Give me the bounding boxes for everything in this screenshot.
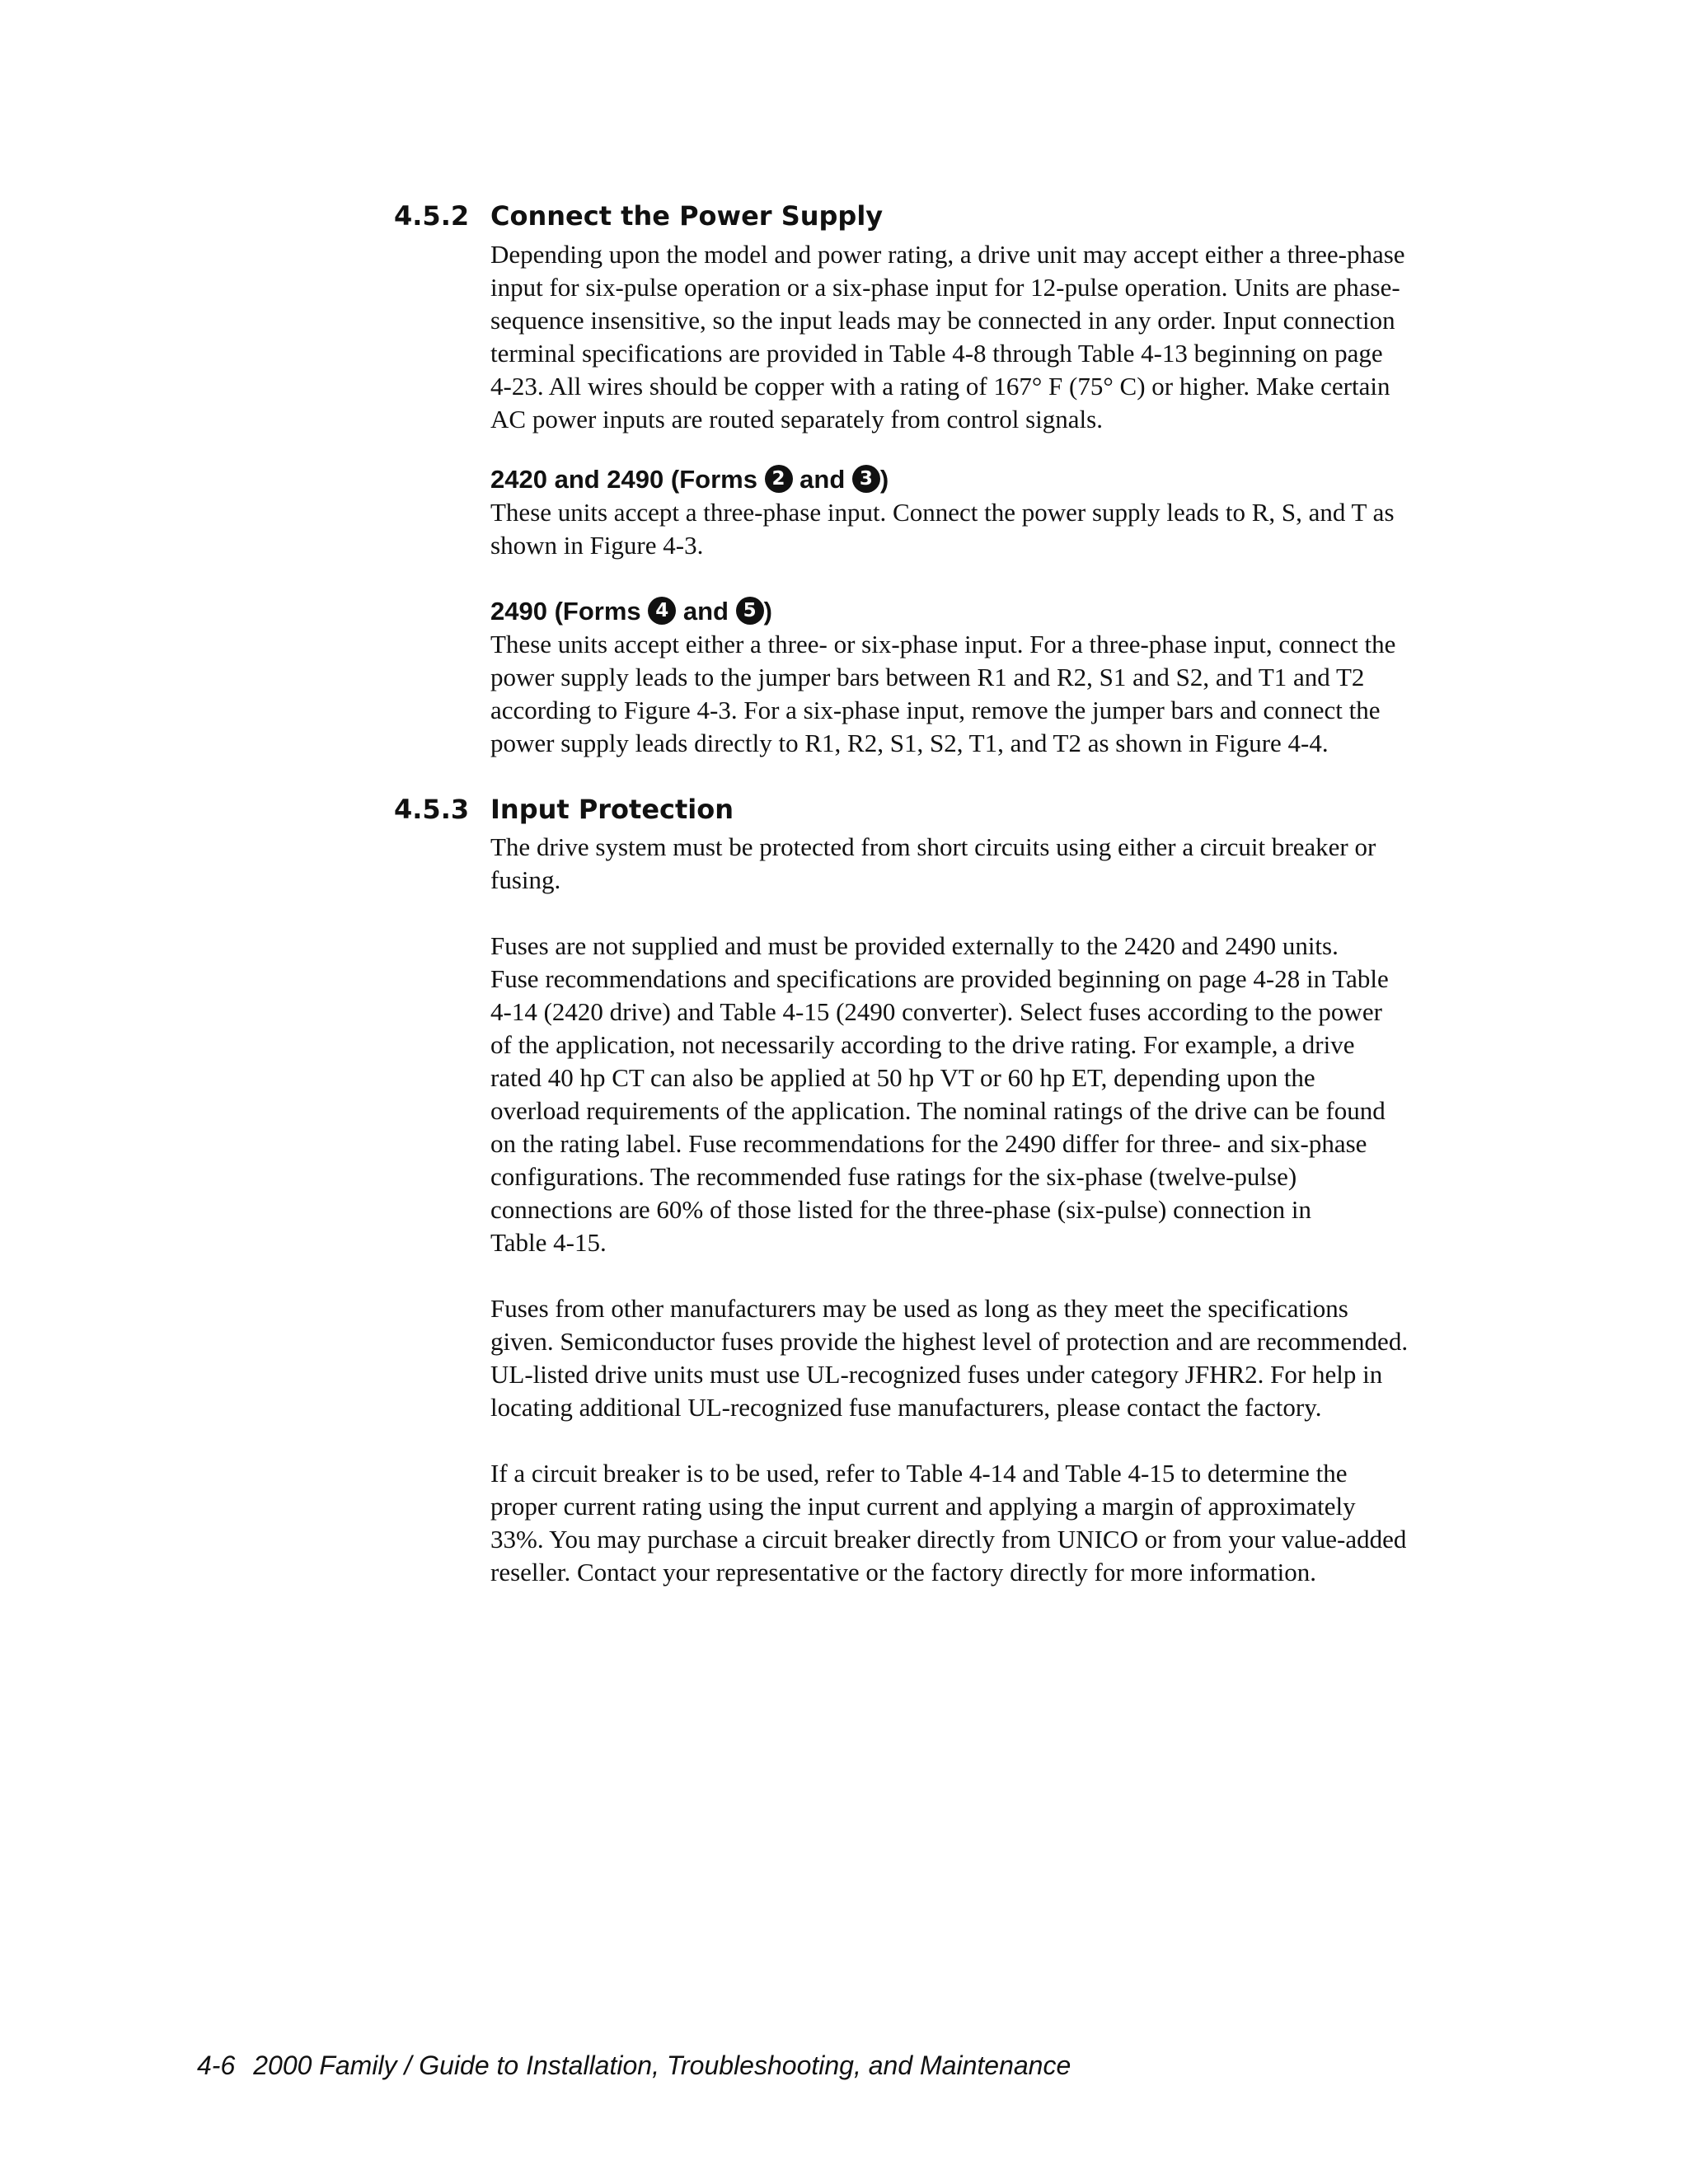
subheading-2490-forms-4-5	[490, 595, 772, 628]
text-line: These units accept either a three- or six-phase input. For a three-phase input, connect the	[490, 630, 1396, 658]
connect-power-intro-paragraph	[490, 238, 1455, 436]
text-line: power supply leads to the jumper bars between R1 and R2, S1 and S2, and T1 and T2	[490, 663, 1365, 691]
text-line: The drive system must be protected from short circuits using either a circuit breaker or	[490, 832, 1376, 861]
text-line: proper current rating using the input current and applying a margin of approximately	[490, 1492, 1356, 1521]
text-line: fusing.	[490, 865, 561, 894]
subheading-text: and	[792, 465, 852, 494]
text-line: UL-listed drive units must use UL-recognized fuses under category JFHR2. For help in	[490, 1360, 1383, 1389]
text-line: on the rating label. Fuse recommendations for the 2490 differ for three- and six-phase	[490, 1129, 1367, 1158]
input-protection-paragraph-2	[490, 930, 1455, 1259]
text-line: input for six-pulse operation or a six-phase input for 12-pulse operation. Units are phase-	[490, 273, 1400, 302]
text-line: given. Semiconductor fuses provide the highest level of protection and are recommended.	[490, 1327, 1409, 1356]
form-5-circled-number-icon: 5	[736, 597, 764, 625]
text-line: Fuse recommendations and specifications are provided beginning on page 4-28 in Table	[490, 964, 1389, 993]
text-line: connections are 60% of those listed for the three-phase (six-pulse) connection in	[490, 1195, 1311, 1224]
section-title: Input Protection	[490, 794, 734, 825]
text-line: AC power inputs are routed separately from control signals.	[490, 405, 1103, 434]
subheading-2420-2490-forms-2-3	[490, 463, 889, 496]
forms-2-3-paragraph	[490, 496, 1455, 562]
text-line: power supply leads directly to R1, R2, S1, S2, T1, and T2 as shown in Figure 4-4.	[490, 729, 1329, 757]
text-line: Depending upon the model and power rating, a drive unit may accept either a three-phase	[490, 240, 1405, 269]
text-line: Fuses from other manufacturers may be used as long as they meet the specifications	[490, 1294, 1348, 1323]
text-line: shown in Figure 4-3.	[490, 531, 704, 560]
text-line: terminal specifications are provided in Table 4-8 through Table 4-13 beginning on page	[490, 339, 1383, 368]
section-heading-4-5-3	[394, 793, 734, 826]
input-protection-paragraph-1	[490, 831, 1455, 897]
text-line: 33%. You may purchase a circuit breaker directly from UNICO or from your value-added	[490, 1525, 1407, 1554]
text-line: Table 4-15.	[490, 1228, 607, 1257]
subheading-text: 2420 and 2490 (Forms	[490, 465, 765, 494]
form-4-circled-number-icon: 4	[648, 597, 676, 625]
input-protection-paragraph-3	[490, 1292, 1455, 1424]
subheading-text: )	[763, 597, 772, 626]
subheading-text: and	[676, 597, 736, 626]
form-3-circled-number-icon: 3	[852, 465, 880, 493]
form-2-circled-number-icon: 2	[765, 465, 793, 493]
forms-4-5-paragraph	[490, 628, 1455, 760]
text-line: rated 40 hp CT can also be applied at 50 hp VT or 60 hp ET, depending upon the	[490, 1063, 1315, 1092]
input-protection-paragraph-4	[490, 1457, 1455, 1589]
footer-title: 2000 Family / Guide to Installation, Troubleshooting, and Maintenance	[253, 2050, 1071, 2080]
text-line: locating additional UL-recognized fuse manufacturers, please contact the factory.	[490, 1393, 1322, 1422]
text-line: configurations. The recommended fuse ratings for the six-phase (twelve-pulse)	[490, 1162, 1297, 1191]
subheading-text: )	[879, 465, 889, 494]
section-number: 4.5.3	[394, 794, 470, 825]
text-line: Fuses are not supplied and must be provided externally to the 2420 and 2490 units.	[490, 931, 1339, 960]
text-line: according to Figure 4-3. For a six-phase input, remove the jumper bars and connect the	[490, 696, 1381, 724]
text-line: If a circuit breaker is to be used, refer to Table 4-14 and Table 4-15 to determine the	[490, 1459, 1348, 1488]
text-line: reseller. Contact your representative or the factory directly for more information.	[490, 1558, 1316, 1586]
section-number: 4.5.2	[394, 200, 470, 232]
section-heading-4-5-2	[394, 199, 883, 232]
page-footer	[197, 2049, 1071, 2082]
text-line: sequence insensitive, so the input leads may be connected in any order. Input connection	[490, 306, 1395, 335]
text-line: These units accept a three-phase input. Connect the power supply leads to R, S, and T as	[490, 498, 1395, 527]
section-title: Connect the Power Supply	[490, 200, 884, 232]
text-line: overload requirements of the application. The nominal ratings of the drive can be found	[490, 1096, 1386, 1125]
subheading-text: 2490 (Forms	[490, 597, 649, 626]
page-number: 4-6	[197, 2050, 236, 2080]
text-line: 4-14 (2420 drive) and Table 4-15 (2490 converter). Select fuses according to the power	[490, 997, 1382, 1026]
text-line: 4-23. All wires should be copper with a rating of 167° F (75° C) or higher. Make certain	[490, 372, 1390, 401]
text-line: of the application, not necessarily according to the drive rating. For example, a drive	[490, 1030, 1355, 1059]
